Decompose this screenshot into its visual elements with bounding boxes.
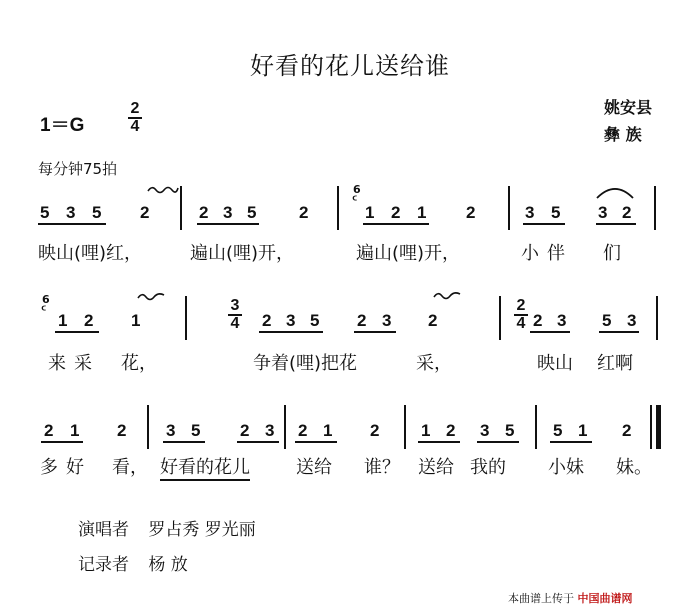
- recorder-name: 杨 放: [148, 555, 188, 575]
- time-signature-numerator: 2: [128, 101, 142, 119]
- lyric: 映山: [537, 353, 573, 374]
- note: 5: [551, 203, 561, 222]
- note: 2: [533, 311, 543, 330]
- bar-line: [654, 186, 656, 230]
- watermark-text: 本曲谱上传于: [508, 592, 574, 605]
- time-signature-denominator: 4: [516, 315, 526, 332]
- singer-names: 罗占秀 罗光丽: [148, 520, 256, 540]
- note: 1: [58, 311, 68, 330]
- lyric: 映山(哩)红，: [38, 243, 143, 264]
- key-signature: 1＝G: [40, 115, 85, 136]
- note: 1: [365, 203, 375, 222]
- note: 1: [417, 203, 427, 222]
- note: 1: [323, 421, 333, 440]
- beam-line: [363, 223, 429, 225]
- note: 1: [131, 311, 141, 330]
- note: 5: [92, 203, 102, 222]
- note: 1: [70, 421, 80, 440]
- lyric: 来采: [48, 353, 100, 374]
- grace-note: 6: [42, 293, 50, 306]
- note: 3: [627, 311, 637, 330]
- recorder-credit: [78, 550, 188, 575]
- bar-line: [185, 296, 187, 340]
- beam-line: [237, 441, 279, 443]
- note: 5: [247, 203, 257, 222]
- note: 3: [598, 203, 608, 222]
- bar-line: [508, 186, 510, 230]
- note: 2: [240, 421, 250, 440]
- note: 2: [84, 311, 94, 330]
- time-signature-change: [514, 298, 528, 332]
- beam-line: [259, 331, 323, 333]
- time-signature-denominator: 4: [130, 118, 140, 135]
- lyric: 送给: [296, 457, 332, 478]
- note: 2: [117, 421, 127, 440]
- beam-line: [523, 223, 565, 225]
- note: 3: [525, 203, 535, 222]
- note: 2: [466, 203, 476, 222]
- note: 2: [299, 203, 309, 222]
- note: 3: [286, 311, 296, 330]
- beam-line: [354, 331, 396, 333]
- slur-mark-icon: [593, 184, 637, 200]
- bar-line: [284, 405, 286, 449]
- beam-line: [477, 441, 519, 443]
- bar-line: [656, 296, 658, 340]
- trill-mark-icon: [432, 289, 462, 301]
- final-bar-thin: [650, 405, 652, 449]
- trill-mark-icon: [136, 290, 166, 302]
- beam-line: [596, 223, 636, 225]
- bar-line: [535, 405, 537, 449]
- watermark-brand: 中国曲谱网: [577, 592, 633, 605]
- note: 2: [140, 203, 150, 222]
- lyric: 送给: [418, 457, 454, 478]
- note: 2: [446, 421, 456, 440]
- note: 3: [166, 421, 176, 440]
- lyric: 花，: [121, 353, 157, 374]
- bar-line: [404, 405, 406, 449]
- note: 1: [578, 421, 588, 440]
- lyric: 小妹: [548, 457, 584, 478]
- lyric: 我的: [470, 457, 506, 478]
- note: 5: [191, 421, 201, 440]
- note: 3: [223, 203, 233, 222]
- lyric: 遍山(哩)开，: [190, 243, 295, 264]
- recorder-label: 记录者: [78, 555, 129, 575]
- lyric: 们: [603, 243, 621, 264]
- note: 5: [553, 421, 563, 440]
- beam-line: [295, 441, 337, 443]
- lyric-underlined: 好看的花儿: [160, 457, 250, 481]
- time-signature-denominator: 4: [230, 315, 240, 332]
- note: 5: [310, 311, 320, 330]
- lyric: 看，: [112, 457, 148, 478]
- beam-line: [418, 441, 460, 443]
- beam-line: [530, 331, 570, 333]
- beam-line: [41, 441, 83, 443]
- note: 3: [480, 421, 490, 440]
- time-signature: [128, 101, 142, 135]
- note: 2: [298, 421, 308, 440]
- note: 5: [505, 421, 515, 440]
- time-signature-numerator: 2: [514, 298, 528, 316]
- beam-line: [38, 223, 106, 225]
- note: 3: [382, 311, 392, 330]
- note: 1: [421, 421, 431, 440]
- origin-ethnicity: 彝 族: [604, 125, 642, 144]
- note: 2: [622, 421, 632, 440]
- origin-county: 姚安县: [604, 98, 653, 117]
- bar-line: [180, 186, 182, 230]
- tempo-marking: 每分钟75拍: [38, 160, 118, 178]
- lyric: 争着(哩)把花: [253, 353, 358, 374]
- note: 2: [44, 421, 54, 440]
- time-signature-numerator: 3: [228, 298, 242, 316]
- lyric: 红啊: [597, 353, 633, 374]
- beam-line: [599, 331, 639, 333]
- bar-line: [499, 296, 501, 340]
- time-signature-change: [228, 298, 242, 332]
- note: 2: [357, 311, 367, 330]
- song-title: 好看的花儿送给谁: [250, 52, 450, 80]
- grace-slur-icon: ᑦ: [41, 304, 47, 317]
- bar-line: [337, 186, 339, 230]
- note: 2: [622, 203, 632, 222]
- bar-line: [147, 405, 149, 449]
- note: 2: [262, 311, 272, 330]
- final-bar-thick: [656, 405, 661, 449]
- lyric: 小伴: [521, 243, 573, 264]
- lyric: 多好: [40, 457, 92, 478]
- lyric: 遍山(哩)开，: [356, 243, 461, 264]
- note: 5: [40, 203, 50, 222]
- grace-note: 6: [353, 183, 361, 196]
- beam-line: [550, 441, 592, 443]
- note: 3: [265, 421, 275, 440]
- beam-line: [163, 441, 205, 443]
- site-watermark: [508, 590, 633, 606]
- note: 2: [428, 311, 438, 330]
- trill-mark-icon: [146, 183, 180, 195]
- singer-credit: [78, 515, 256, 540]
- note: 3: [66, 203, 76, 222]
- grace-slur-icon: ᑦ: [352, 194, 358, 207]
- note: 2: [370, 421, 380, 440]
- lyric: 采，: [416, 353, 452, 374]
- beam-line: [55, 331, 99, 333]
- singer-label: 演唱者: [78, 520, 129, 540]
- note: 2: [199, 203, 209, 222]
- lyric: 妹。: [616, 457, 652, 478]
- lyric: 谁？: [364, 457, 400, 478]
- note: 2: [391, 203, 401, 222]
- note: 5: [602, 311, 612, 330]
- note: 3: [557, 311, 567, 330]
- beam-line: [197, 223, 259, 225]
